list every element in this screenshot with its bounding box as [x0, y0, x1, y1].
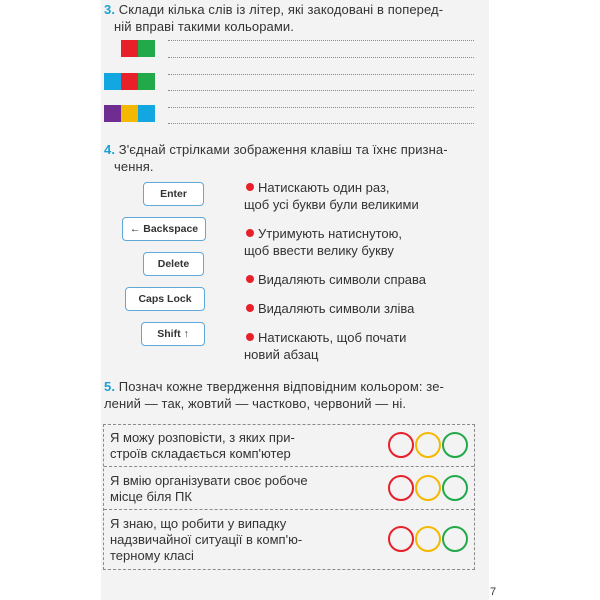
task-5-line-1: Познач кожне твердження відповідним кольором: зе-	[118, 379, 444, 394]
swatch	[104, 73, 121, 90]
task-3-line-2: ній вправі такими кольорами.	[114, 19, 294, 34]
statement-1-line-1: Я можу розповісти, з яких при-	[110, 430, 295, 445]
connection-dot[interactable]	[246, 304, 254, 312]
swatch	[138, 40, 155, 57]
task-5-heading	[104, 378, 476, 395]
writing-line[interactable]	[168, 40, 474, 41]
shift-key[interactable]: Shift ↑	[141, 322, 205, 346]
writing-line[interactable]	[168, 123, 474, 124]
table-row	[104, 467, 474, 510]
statement-2-line-2: місце біля ПК	[110, 489, 192, 504]
desc-5-line-2: новий абзац	[244, 347, 319, 362]
statement-3-line-1: Я знаю, що робити у випадку	[110, 516, 287, 531]
red-ring[interactable]	[388, 475, 414, 501]
green-ring[interactable]	[442, 526, 468, 552]
self-assessment-table	[103, 424, 475, 570]
yellow-ring[interactable]	[415, 526, 441, 552]
red-ring[interactable]	[388, 432, 414, 458]
desc-2-line-1: Утримують натиснутою,	[258, 226, 403, 241]
statement-3-line-3: терному класі	[110, 548, 194, 563]
writing-line[interactable]	[168, 90, 474, 91]
swatch	[121, 73, 138, 90]
swatch	[121, 40, 138, 57]
swatch	[104, 40, 121, 57]
red-ring[interactable]	[388, 526, 414, 552]
desc-3-line-1: Видаляють символи справа	[258, 272, 427, 287]
yellow-ring[interactable]	[415, 475, 441, 501]
green-ring[interactable]	[442, 475, 468, 501]
task-4-line-2: чення.	[114, 159, 154, 174]
desc-4-line-1: Видаляють символи зліва	[258, 301, 415, 316]
desc-2-line-2: щоб ввести велику букву	[244, 243, 394, 258]
writing-line[interactable]	[168, 74, 474, 75]
desc-5-line-1: Натискають, щоб почати	[258, 330, 407, 345]
task-4-line-1: З'єднай стрілками зображення клавіш та їхнє призна-	[118, 142, 448, 157]
connection-dot[interactable]	[246, 275, 254, 283]
writing-line[interactable]	[168, 57, 474, 58]
swatch	[138, 73, 155, 90]
task-3-number: 3.	[104, 2, 116, 17]
statement-1-line-2: строїв складається комп'ютер	[110, 446, 291, 461]
backspace-key[interactable]: ← Backspace	[122, 217, 206, 241]
task-4-heading	[104, 141, 476, 158]
yellow-ring[interactable]	[415, 432, 441, 458]
swatch	[138, 105, 155, 122]
delete-key[interactable]: Delete	[143, 252, 204, 276]
writing-line[interactable]	[168, 107, 474, 108]
desc-1-line-2: щоб усі букви були великими	[244, 197, 419, 212]
enter-key[interactable]: Enter	[143, 182, 204, 206]
color-code-row-2	[104, 73, 155, 90]
statement-3-line-2: надзвичайної ситуації в комп'ю-	[110, 532, 303, 547]
page-number: 7	[490, 586, 497, 598]
task-3-line-1: Склади кілька слів із літер, які закодовані в поперед-	[118, 2, 444, 17]
task-4-number: 4.	[104, 142, 116, 157]
swatch	[104, 105, 121, 122]
swatch	[121, 105, 138, 122]
green-ring[interactable]	[442, 432, 468, 458]
desc-1-line-1: Натискають один раз,	[258, 180, 390, 195]
task-3-heading	[104, 1, 476, 18]
statement-2-line-1: Я вмію організувати своє робоче	[110, 473, 308, 488]
color-code-row-1	[104, 40, 155, 57]
task-5-line-2: лений — так, жовтий — частково, червоний — ні.	[104, 396, 407, 411]
table-row	[104, 425, 474, 467]
connection-dot[interactable]	[246, 229, 254, 237]
task-5-number: 5.	[104, 379, 116, 394]
connection-dot[interactable]	[246, 333, 254, 341]
table-row	[104, 510, 474, 569]
caps-lock-key[interactable]: Caps Lock	[125, 287, 205, 311]
connection-dot[interactable]	[246, 183, 254, 191]
color-code-row-3	[104, 105, 155, 122]
